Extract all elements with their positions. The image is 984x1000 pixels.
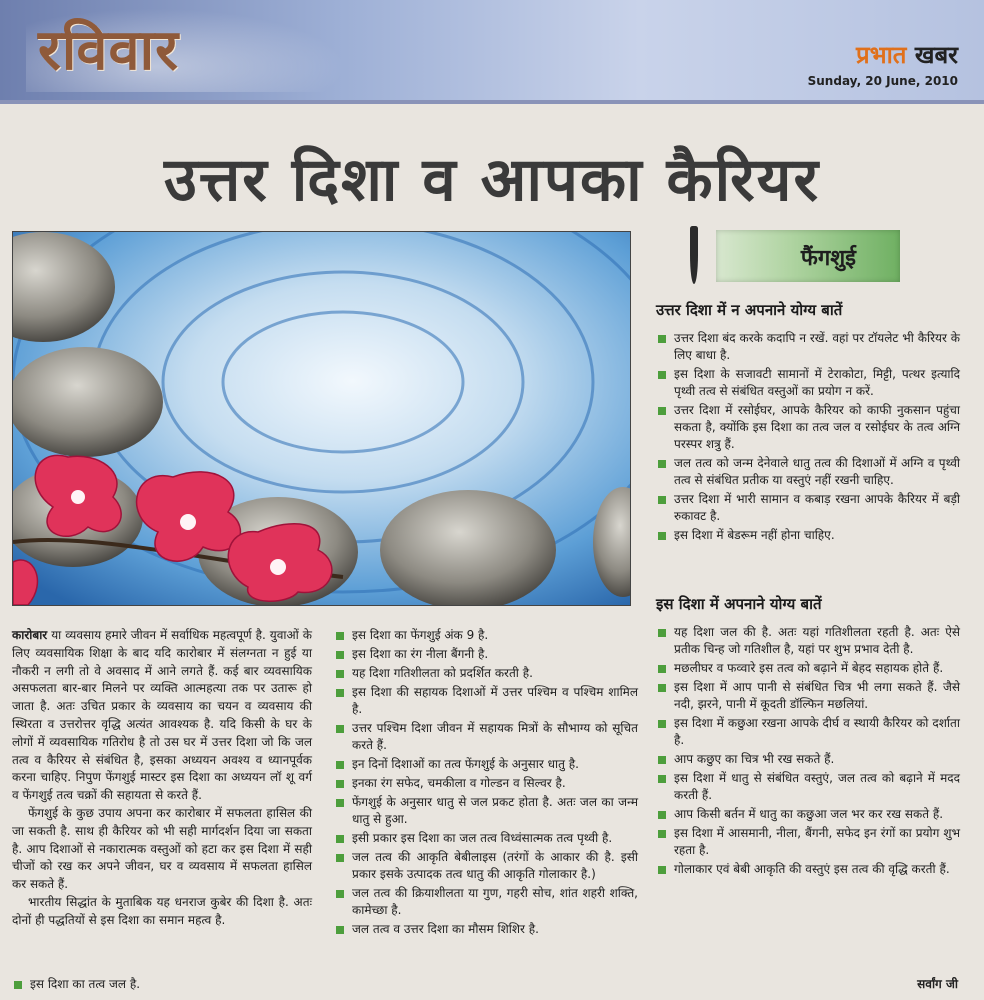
list-item: इन दिनों दिशाओं का तत्व फेंगशुई के अनुसार धातु है.	[334, 756, 638, 773]
list-item: इनका रंग सफेद, चमकीला व गोल्डन व सिल्वर है.	[334, 775, 638, 792]
intro-bullet-list	[12, 976, 312, 995]
lead-word: कारोबार	[12, 628, 48, 642]
dos-list	[656, 624, 960, 880]
dos-heading: इस दिशा में अपनाने योग्य बातें	[656, 595, 822, 613]
list-item: जल तत्व व उत्तर दिशा का मौसम शिशिर है.	[334, 921, 638, 938]
intro-paragraph-1-text: या व्यवसाय हमारे जीवन में सर्वाधिक महत्वपूर्ण है. युवाओं के लिए व्यवसायिक शिक्षा के बाद यदि कारोबार में संलग्नता न हुई या नौकरी न लगी तो वे अवसाद में आने लगते हैं. कई बार व्यवसायिक असफलता बार-बार मिलने पर व्यक्ति आत्महत्या तक पर उतारू हो जाता है. अतः उचित प्रकार के व्यवसाय का चयन व व्यवसाय की स्थिरता व उत्तरोत्तर वृद्धि अत्यंत आवश्यक है. यदि किसी के घर के लोगों में व्यवसायिक गतिरोध है तो उस घर में उत्तर दिशा जो कि जल तत्व व कैरियर से संबंधित है, इसका अध्ययन अवश्य व ध्यानपूर्वक करना चाहिए. निपुण फेंगशुई मास्टर इस दिशा का अध्ययन लॉ शू वर्ग व फेंगशुई तत्व चक्रों की सहायता से करते हैं.	[12, 628, 312, 803]
list-item: उत्तर दिशा में भारी सामान व कबाड़ रखना आपके कैरियर में बड़ी रुकावट है.	[656, 491, 960, 525]
list-item: आप कछुए का चित्र भी रख सकते हैं.	[656, 751, 960, 768]
tag-brush-stroke	[690, 226, 698, 284]
intro-paragraph-2: फेंगशुई के कुछ उपाय अपना कर कारोबार में सफलता हासिल की जा सकती है. साथ ही कैरियर को भी सही मार्गदर्शन दिया जा सकता है. आप दिशाओं से नकारात्मक वस्तुओं को हटा कर इस दिशा में सही चीजों को रख कर अपने जीवन, घर व व्यवसाय में सफलता हासिल कर सकते हैं.	[12, 805, 312, 892]
section-logo	[26, 8, 346, 92]
list-item: उत्तर दिशा बंद करके कदापि न रखें. वहां पर टॉयलेट भी कैरियर के लिए बाधा है.	[656, 330, 960, 364]
list-item: इस दिशा में धातु से संबंधित वस्तुएं, जल तत्व को बढ़ाने में मदद करती हैं.	[656, 770, 960, 804]
stone-bottom-right	[380, 490, 556, 605]
list-item: इस दिशा के सजावटी सामानों में टेराकोटा, मिट्टी, पत्थर इत्यादि पृथ्वी तत्व से संबंधित वस्तुओं का प्रयोग न करें.	[656, 366, 960, 400]
list-item: यह दिशा गतिशीलता को प्रदर्शित करती है.	[334, 665, 638, 682]
article-photo	[12, 231, 631, 606]
fengshui-tag	[690, 226, 900, 284]
intro-paragraph-1	[12, 627, 312, 805]
section-logo-text: रविवार	[38, 17, 180, 83]
donts-heading: उत्तर दिशा में न अपनाने योग्य बातें	[656, 301, 843, 319]
list-item: यह दिशा जल की है. अतः यहां गतिशीलता रहती है. अतः ऐसे प्रतीक चिन्ह जो गतिशील है, यहां पर शुभ प्रभाव देती है.	[656, 624, 960, 658]
list-item: आप किसी बर्तन में धातु का कछुआ जल भर कर रख सकते हैं.	[656, 806, 960, 823]
list-item: फेंगशुई के अनुसार धातु से जल प्रकट होता है. अतः जल का जन्म धातु से हुआ.	[334, 794, 638, 828]
list-item: इस दिशा में आप पानी से संबंधित चित्र भी लगा सकते हैं. जैसे नदी, झरने, पानी में कूदती डॉल्फिन मछलियां.	[656, 679, 960, 713]
list-item: इस दिशा की सहायक दिशाओं में उत्तर पश्चिम व पश्चिम शामिल है.	[334, 684, 638, 718]
intro-column	[12, 627, 312, 930]
donts-list	[656, 330, 960, 546]
list-item: इस दिशा में आसमानी, नीला, बैंगनी, सफेद इन रंगों का प्रयोग शुभ रहता है.	[656, 825, 960, 859]
list-item: इस दिशा का रंग नीला बैंगनी है.	[334, 646, 638, 663]
newspaper-brand	[856, 38, 958, 71]
list-item: इस दिशा में बेडरूम नहीं होना चाहिए.	[656, 527, 960, 544]
masthead	[0, 0, 984, 104]
tag-label: फैंगशुई	[800, 246, 856, 271]
issue-date: Sunday, 20 June, 2010	[807, 74, 958, 88]
author-byline: सर्वांग जी	[917, 977, 958, 991]
brand-name-part2: खबर	[906, 41, 958, 69]
list-item: गोलाकार एवं बेबी आकृति की वस्तुएं इस तत्व की वृद्धि करती हैं.	[656, 861, 960, 878]
facts-list	[334, 627, 638, 940]
list-item: उत्तर पश्चिम दिशा जीवन में सहायक मित्रों के सौभाग्य को सूचित करते हैं.	[334, 720, 638, 754]
intro-paragraph-3: भारतीय सिद्धांत के मुताबिक यह धनराज कुबेर की दिशा है. अतः दोनों ही पद्धतियों से इस दिशा का समान महत्व है.	[12, 894, 312, 927]
list-item: मछलीघर व फव्वारे इस तत्व को बढ़ाने में बेहद सहायक होते हैं.	[656, 660, 960, 677]
tag-box	[716, 230, 900, 282]
article-headline: उत्तर दिशा व आपका कैरियर	[163, 145, 821, 215]
list-item: उत्तर दिशा में रसोईघर, आपके कैरियर को काफी नुकसान पहुंचा सकता है, क्योंकि इस दिशा का तत्व जल व रसोईघर के तत्व अग्नि परस्पर शत्रु हैं.	[656, 402, 960, 453]
list-item: जल तत्व की क्रियाशीलता या गुण, गहरी सोच, शांत शहरी शक्ति, कामेच्छा है.	[334, 885, 638, 919]
list-item: जल तत्व को जन्म देनेवाले धातु तत्व की दिशाओं में अग्नि व पृथ्वी तत्व से संबंधित प्रतीक या वस्तुएं नहीं रखनी चाहिए.	[656, 455, 960, 489]
list-item: इस दिशा का तत्व जल है.	[12, 976, 312, 993]
list-item: इस दिशा का फेंगशुई अंक 9 है.	[334, 627, 638, 644]
water-stones-orchid-image	[13, 232, 630, 605]
stone-middle-left	[13, 347, 163, 457]
list-item: जल तत्व की आकृति बेबीलाइस (तरंगों के आकार की है. इसी प्रकार इसके उत्पादक तत्व धातु की आकृति गोलाकार है.)	[334, 849, 638, 883]
list-item: इसी प्रकार इस दिशा का जल तत्व विध्वंसात्मक तत्व पृथ्वी है.	[334, 830, 638, 847]
brand-name-part1: प्रभात	[856, 41, 907, 69]
list-item: इस दिशा में कछुआ रखना आपके दीर्घ व स्थायी कैरियर को दर्शाता है.	[656, 715, 960, 749]
